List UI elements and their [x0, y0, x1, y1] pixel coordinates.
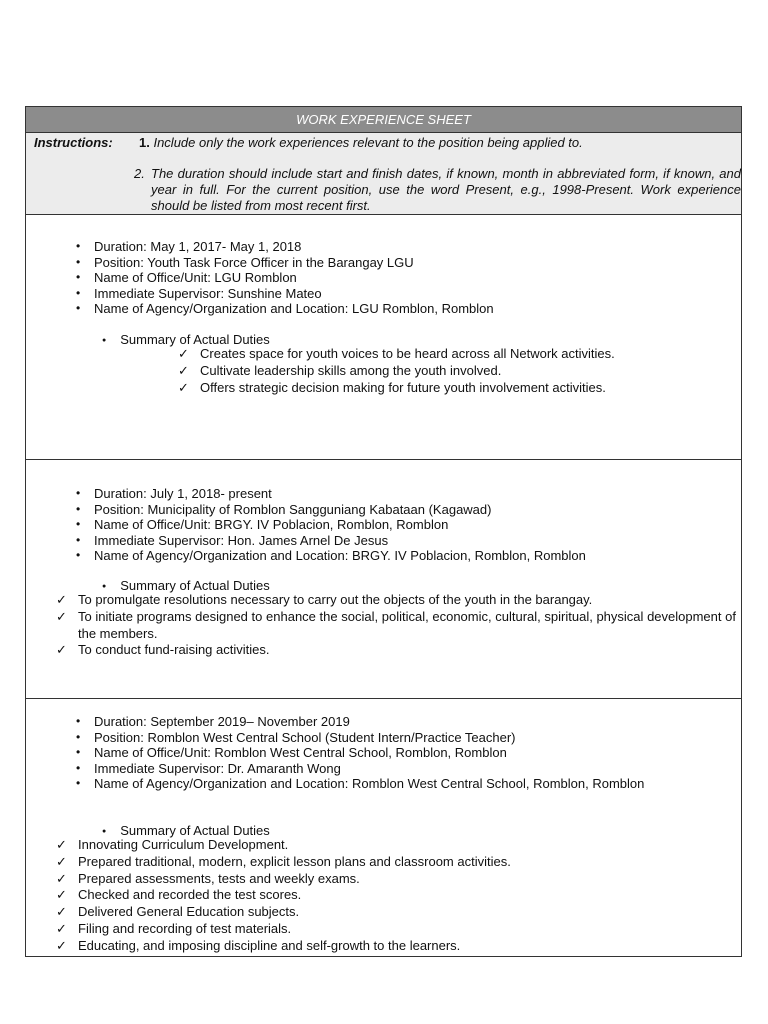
office-unit: • Name of Office/Unit: Romblon West Central School, Romblon, Romblon — [76, 745, 734, 761]
duration: • Duration: July 1, 2018- present — [76, 486, 586, 502]
agency-location: • Name of Agency/Organization and Location: BRGY. IV Poblacion, Romblon, Romblon — [76, 548, 586, 564]
position: • Position: Youth Task Force Officer in the Barangay LGU — [76, 255, 494, 271]
position: • Position: Romblon West Central School (Student Intern/Practice Teacher) — [76, 730, 734, 746]
duty-item: ✓ To conduct fund-raising activities. — [56, 642, 736, 659]
duty-item: ✓ Creates space for youth voices to be heard across all Network activities. — [178, 346, 615, 363]
duty-item: ✓ Prepared traditional, modern, explicit lesson plans and classroom activities. — [56, 854, 736, 871]
position: • Position: Municipality of Romblon Sangguniang Kabataan (Kagawad) — [76, 502, 586, 518]
duty-item: ✓ Filing and recording of test materials. — [56, 921, 736, 938]
instruction-1-text: Include only the work experiences relevant to the position being applied to. — [153, 135, 583, 150]
duty-item: ✓ Delivered General Education subjects. — [56, 904, 736, 921]
summary-label-text: Summary of Actual Duties — [120, 578, 270, 593]
summary-of-duties-label — [102, 332, 270, 347]
duty-item: ✓ To promulgate resolutions necessary to carry out the objects of the youth in the barangay. — [56, 592, 736, 609]
duties-list — [178, 346, 615, 396]
experience-details — [76, 239, 494, 317]
office-unit: • Name of Office/Unit: BRGY. IV Poblacion, Romblon, Romblon — [76, 517, 586, 533]
work-experience-sheet — [25, 106, 742, 957]
instructions-label: Instructions: — [34, 135, 113, 150]
duration: • Duration: May 1, 2017- May 1, 2018 — [76, 239, 494, 255]
summary-of-duties-label — [102, 578, 270, 593]
summary-label-text: Summary of Actual Duties — [120, 332, 270, 347]
experience-entry-1 — [26, 215, 741, 460]
office-unit: • Name of Office/Unit: LGU Romblon — [76, 270, 494, 286]
duties-list — [56, 837, 736, 955]
agency-location: • Name of Agency/Organization and Location: Romblon West Central School, Romblon, Romblon — [76, 776, 734, 792]
immediate-supervisor: • Immediate Supervisor: Sunshine Mateo — [76, 286, 494, 302]
experience-details — [76, 486, 586, 564]
experience-entry-3 — [26, 699, 741, 956]
sheet-title: WORK EXPERIENCE SHEET — [26, 107, 741, 133]
experience-details — [76, 714, 734, 792]
immediate-supervisor: • Immediate Supervisor: Dr. Amaranth Wong — [76, 761, 734, 777]
duration: • Duration: September 2019– November 2019 — [76, 714, 734, 730]
immediate-supervisor: • Immediate Supervisor: Hon. James Arnel De Jesus — [76, 533, 586, 549]
experience-entry-2 — [26, 460, 741, 699]
agency-location: • Name of Agency/Organization and Location: LGU Romblon, Romblon — [76, 301, 494, 317]
duty-item: ✓ Checked and recorded the test scores. — [56, 887, 736, 904]
duty-item: ✓ Educating, and imposing discipline and self-growth to the learners. — [56, 938, 736, 955]
instruction-1 — [139, 135, 583, 150]
summary-of-duties-label — [102, 823, 270, 838]
duty-item: ✓ Offers strategic decision making for future youth involvement activities. — [178, 380, 615, 397]
instruction-2-number: 2. — [134, 166, 145, 181]
instruction-1-number: 1. — [139, 135, 150, 150]
instructions-block — [26, 133, 741, 215]
duty-item: ✓ Innovating Curriculum Development. — [56, 837, 736, 854]
duty-item: ✓ To initiate programs designed to enhance the social, political, economic, cultural, spiritual, physical development of the members. — [56, 609, 736, 643]
instruction-2-text: The duration should include start and finish dates, if known, month in abbreviated form, if known, and year in full. For the current position, use the word Present, e.g., 1998-Present. Work experience should be listed from most recent first. — [151, 166, 741, 213]
summary-label-text: Summary of Actual Duties — [120, 823, 270, 838]
duties-list — [56, 592, 736, 659]
duty-item: ✓ Prepared assessments, tests and weekly exams. — [56, 871, 736, 888]
duty-item: ✓ Cultivate leadership skills among the youth involved. — [178, 363, 615, 380]
